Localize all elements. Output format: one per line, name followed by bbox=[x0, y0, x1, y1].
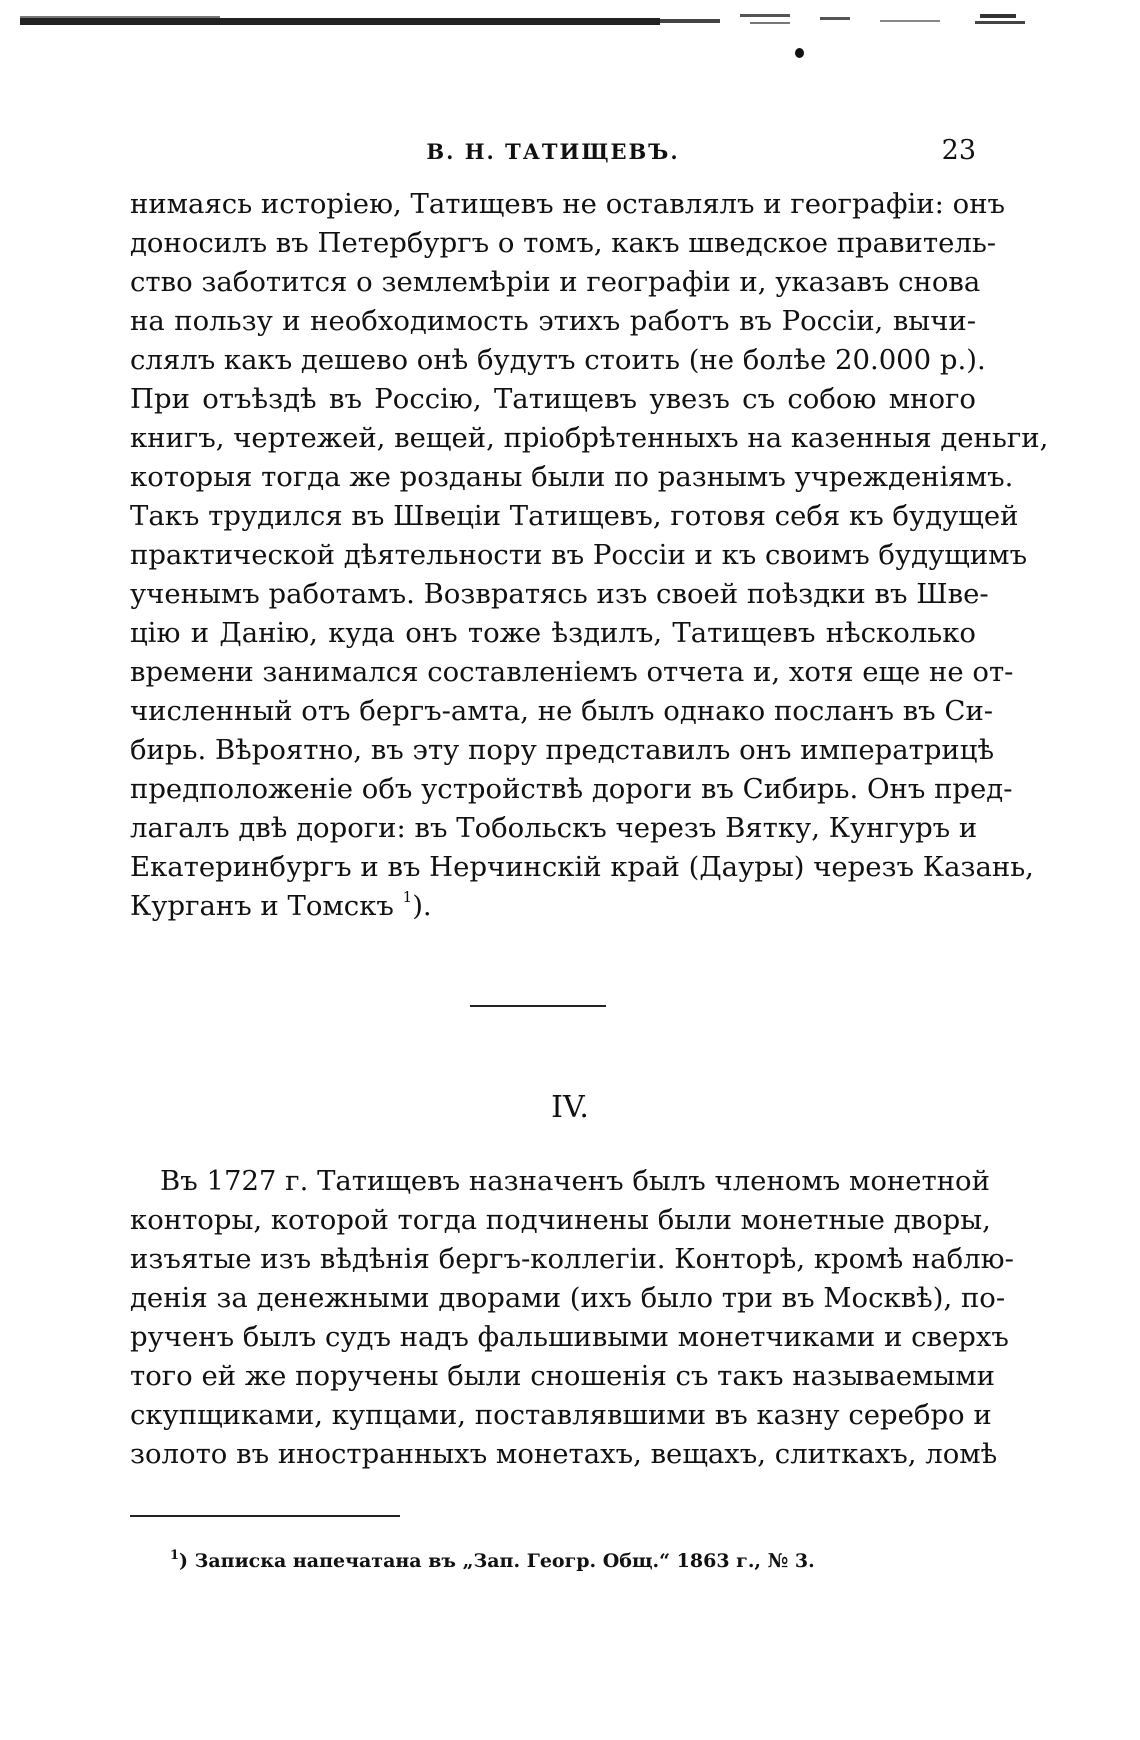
text-line: бирь. Вѣроятно, въ эту пору представилъ онъ императрицѣ bbox=[130, 734, 995, 766]
text-line-last-body: Курганъ и Томскъ bbox=[130, 890, 394, 922]
text-line-last-tail: ). bbox=[412, 890, 432, 922]
text-line: предположеніе объ устройствѣ дороги въ Сибирь. Онъ пред- bbox=[130, 773, 1013, 805]
text-line: которыя тогда же розданы были по разнымъ учрежденіямъ. bbox=[130, 461, 1014, 493]
footnote-reference: 1 bbox=[402, 888, 413, 906]
text-line: слялъ какъ дешево онѣ будутъ стоить (не болѣе 20.000 р.). bbox=[130, 344, 986, 376]
text-line: лагалъ двѣ дороги: въ Тобольскъ черезъ Вятку, Кунгуръ и bbox=[130, 812, 978, 844]
text-line: доносилъ въ Петербургъ о томъ, какъ шведское правитель- bbox=[130, 227, 997, 259]
scan-speck bbox=[795, 48, 804, 58]
section-divider-rule bbox=[470, 1005, 606, 1007]
text-line: рученъ былъ судъ надъ фальшивыми монетчиками и сверхъ bbox=[130, 1321, 1009, 1353]
footnote-marker: 1 bbox=[170, 1548, 180, 1563]
text-line: цію и Данію, куда онъ тоже ѣздилъ, Татищевъ нѣсколько bbox=[130, 617, 976, 649]
text-line: При отъѣздѣ въ Россію, Татищевъ увезъ съ собою много bbox=[130, 383, 976, 415]
footnote-text: ) Записка напечатана въ „Зап. Геогр. Общ.“ 1863 г., № 3. bbox=[179, 1550, 815, 1572]
text-line: изъятые изъ вѣдѣнія бергъ-коллегіи. Конторѣ, кромѣ наблю- bbox=[130, 1243, 1014, 1275]
running-title: В. Н. ТАТИЩЕВЪ. bbox=[426, 139, 680, 164]
text-line: ученымъ работамъ. Возвратясь изъ своей поѣздки въ Шве- bbox=[130, 578, 989, 610]
text-line: Екатеринбургъ и въ Нерчинскій край (Дауры) черезъ Казань, bbox=[130, 851, 1034, 883]
text-line: времени занимался составленіемъ отчета и, хотя еще не от- bbox=[130, 656, 1014, 688]
paragraph-1 bbox=[130, 185, 1049, 926]
text-line: Въ 1727 г. Татищевъ назначенъ былъ членомъ монетной bbox=[160, 1165, 990, 1197]
text-line: скупщиками, купцами, поставлявшими въ казну серебро и bbox=[130, 1399, 992, 1431]
text-line: нимаясь исторіею, Татищевъ не оставлялъ и географіи: онъ bbox=[130, 188, 1006, 220]
footnote bbox=[170, 1550, 815, 1572]
text-line-last bbox=[130, 887, 976, 926]
text-line: денія за денежными дворами (ихъ было три въ Москвѣ), по- bbox=[130, 1282, 1006, 1314]
text-line: ство заботится о землемѣріи и географіи и, указавъ снова bbox=[130, 266, 981, 298]
text-line: того ей же поручены были сношенія съ такъ называемыми bbox=[130, 1360, 995, 1392]
section-number: IV. bbox=[551, 1090, 589, 1125]
text-line: золото въ иностранныхъ монетахъ, вещахъ, слиткахъ, ломѣ bbox=[130, 1438, 998, 1470]
page-number: 23 bbox=[941, 135, 976, 166]
paragraph-2 bbox=[130, 1162, 1014, 1474]
text-line: конторы, которой тогда подчинены были монетные дворы, bbox=[130, 1204, 991, 1236]
text-line: Такъ трудился въ Швеціи Татищевъ, готовя себя къ будущей bbox=[130, 500, 1019, 532]
footnote-rule bbox=[130, 1515, 400, 1517]
text-line: на пользу и необходимость этихъ работъ въ Россіи, вычи- bbox=[130, 305, 976, 337]
running-head bbox=[130, 135, 976, 171]
scan-edge-artifact bbox=[20, 0, 1100, 40]
text-line: численный отъ бергъ-амта, не былъ однако посланъ въ Си- bbox=[130, 695, 994, 727]
text-line: практической дѣятельности въ Россіи и къ своимъ будущимъ bbox=[130, 539, 1028, 571]
text-line: книгъ, чертежей, вещей, пріобрѣтенныхъ на казенныя деньги, bbox=[130, 422, 1049, 454]
